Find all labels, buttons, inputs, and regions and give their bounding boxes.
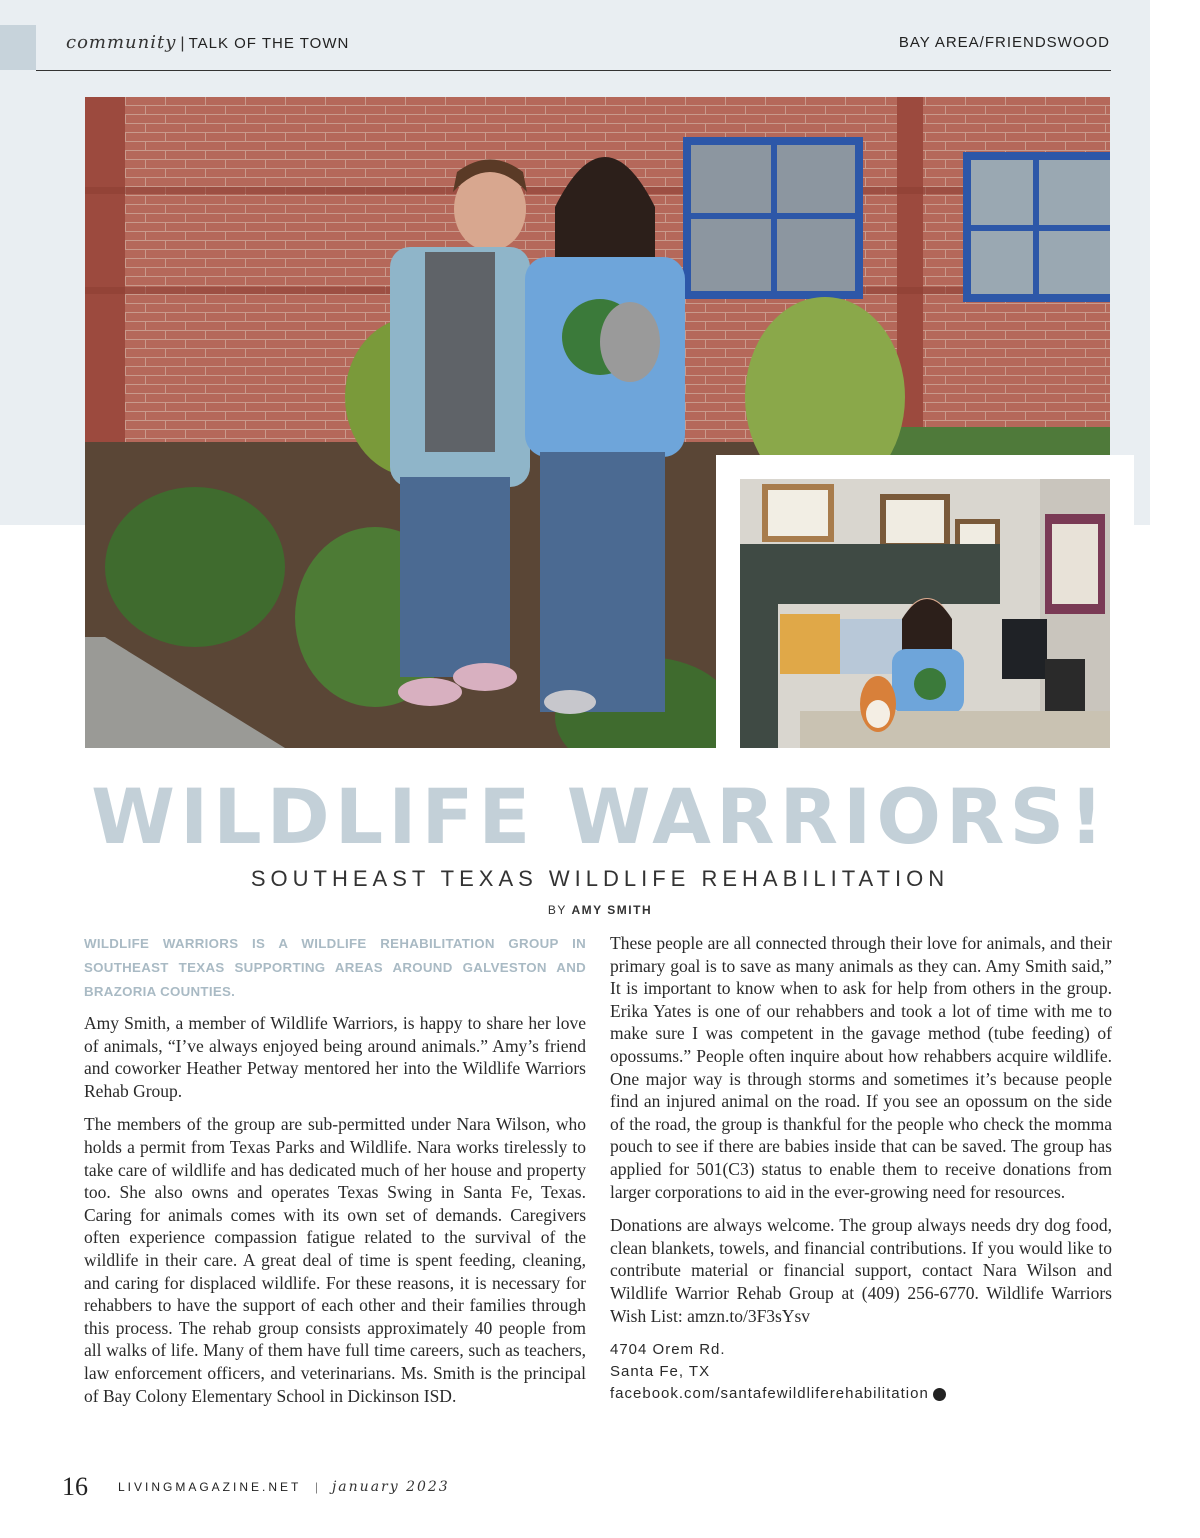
article-subtitle: SOUTHEAST TEXAS WILDLIFE REHABILITATION (250, 866, 950, 891)
corner-accent-block (0, 25, 36, 70)
paragraph: The members of the group are sub-permitted under Nara Wilson, who holds a permit from Texas Parks and Wildlife. Nara works tirelessly to take care of wildlife and has dedicated much of her house and property too. She also owns and operates Texas Swing in Santa Fe, Texas. Caring for animals comes with its own set of demands. Caregivers often experience compassion fatigue related to the survival of the wildlife in their care. A great deal of time is spent feeding, cleaning, and caring for displaced wildlife. For these reasons, it is necessary for rehabbers to have the support of each other and their families through this process. The rehab group consists approximately 40 people from all walks of life. Many of them have full time careers, such as teachers, law enforcement officers, and veterinarians. Ms. Smith is the principal of Bay Colony Elementary School in Dickinson ISD. (84, 1114, 586, 1406)
edition-label: BAY AREA/FRIENDSWOOD (898, 34, 1110, 51)
paragraph: Amy Smith, a member of Wildlife Warriors, is happy to share her love of animals, “I’ve always enjoyed being around animals.” Amy’s friend and coworker Heather Petway mentored her into the Wildlife Warriors Rehab Group. (84, 1013, 586, 1101)
article-title: WILDLIFE WARRIORS! (91, 772, 1109, 861)
byline (0, 903, 1200, 917)
section-header (66, 32, 349, 53)
page-number: 16 (62, 1472, 88, 1501)
column-name: TALK OF THE TOWN (188, 35, 350, 52)
page-footer (62, 1472, 450, 1502)
contact-street: 4704 Orem Rd. (610, 1341, 726, 1359)
header-separator: | (180, 35, 185, 52)
article-intro: WILDLIFE WARRIORS IS A WILDLIFE REHABILITATION GROUP IN SOUTHEAST TEXAS SUPPORTING AREAS AROUND GALVESTON AND BRAZORIA COUNTIES. (84, 936, 586, 999)
paragraph: Donations are always welcome. The group always needs dry dog food, clean blankets, towels, and financial contributions. If you would like to contribute material or financial support, contact Nara Wilson and Wildlife Warrior Rehab Group at (409) 256-6770. Wildlife Warriors Wish List: amzn.to/3F3sYsv (610, 1215, 1112, 1326)
byline-author: AMY SMITH (571, 903, 653, 917)
byline-prefix: BY (547, 903, 567, 917)
section-name: community (66, 32, 177, 53)
paragraph: These people are all connected through their love for animals, and their primary goal is to save as many animals as they can. Amy Smith said,” It is important to know when to ask for help from others in the group. Erika Yates is one of our rehabbers and took a lot of time with me to make sure I was competent in the gavage method (tube feeding) of opossums.” People often inquire about how rehabbers acquire wildlife. One major way is through storms and sometimes it’s because people find an injured animal on the road. If you see an opossum on the side of the road, the group is thankful for the people who check the momma pouch to see if there are babies inside that can be saved. The group has applied for 501(C3) status to enable them to receive donations from larger corporations to aid in the ever-growing need for resources. (610, 933, 1112, 1202)
contact-city: Santa Fe, TX (610, 1363, 711, 1381)
footer-issue-date: january 2023 (331, 1479, 450, 1495)
article-column-right (610, 932, 1112, 1405)
header-rule (36, 70, 1111, 71)
footer-website: LIVINGMAGAZINE.NET (118, 1480, 302, 1494)
facebook-icon (933, 1388, 946, 1401)
inset-photo (740, 479, 1110, 748)
facebook-link[interactable]: facebook.com/santafewildliferehabilitation (610, 1385, 929, 1403)
article-column-left (84, 932, 586, 1418)
contact-block (610, 1339, 1112, 1405)
footer-separator: | (315, 1479, 318, 1494)
